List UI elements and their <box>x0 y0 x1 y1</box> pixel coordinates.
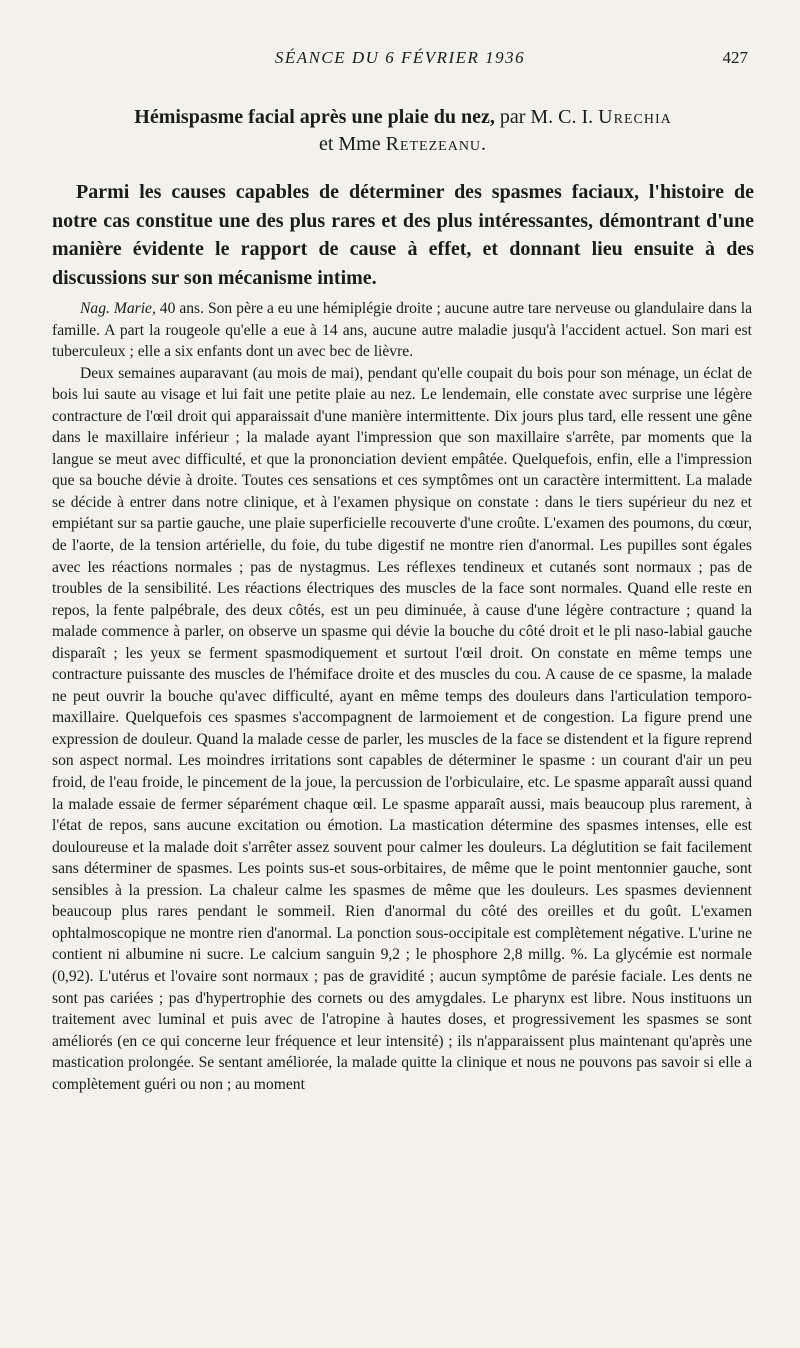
page-number: 427 <box>722 48 748 67</box>
author-1: Urechia <box>598 106 672 128</box>
case-paragraph-2: Deux semaines auparavant (au mois de mai), pendant qu'elle coupait du bois pour son ménage, un éclat de bois lui saute au visage et lui fait une petite plaie au nez. Le lendemain, elle constate avec surprise une légère contracture de l'œil droit qui apparaissait d'une manière intermittente. Dix jours plus tard, elle ressent une gêne dans le maxillaire inférieur ; la malade ayant l'impression que son maxillaire s'arrête, par moments que la langue se meut avec difficulté, et que la prononciation devient empâtée. Quelquefois, enfin, elle a l'impression que sa bouche dévie à droite. Toutes ces sensations et ces symptômes ont un caractère intermittent. La malade se décide à entrer dans notre clinique, et à l'examen physique on constate : dans le tiers supérieur du nez et empiétant sur sa partie gauche, une plaie superficielle recouverte d'une croûte. L'examen des poumons, du cœur, de l'aorte, de la tension artérielle, du foie, du tube digestif ne montre rien d'anormal. Les pupilles sont égales avec les réactions normales ; pas de nystagmus. Les réflexes tendineux et cutanés sont normaux ; pas de troubles de la sensibilité. Les réactions électriques des muscles de la face sont normales. Quand elle reste en repos, la fente palpébrale, des deux côtés, est un peu diminuée, à cause d'une légère contracture ; quand la malade commence à parler, on observe un spasme qui dévie la bouche du côté droit et le pli naso-labial gauche disparaît ; les yeux se ferment spasmodiquement et surtout l'œil droit. On constate en même temps une contracture puissante des muscles de l'hémiface droite et des muscles du cou. A cause de ce spasme, la malade ne peut ouvrir la bouche qu'avec difficulté, ayant en même temps des douleurs dans l'articulation temporo-maxillaire. Quelquefois ces spasmes s'accompagnent de larmoiement et de congestion. La figure prend une expression de douleur. Quand la malade cesse de parler, les muscles de la face se distendent et la figure reprend son aspect normal. Les moindres irritations sont capables de déterminer le spasme : un courant d'air un peu froid, de l'eau froide, le pincement de la joue, la percussion de l'orbiculaire, etc. Le spasme apparaît aussi quand la malade essaie de fermer séparément chaque œil. Le spasme apparaît aussi, mais beaucoup plus rarement, à l'état de repos, sans aucune excitation ou émotion. La mastication détermine des spasmes intenses, elle est douloureuse et la malade doit s'arrêter assez souvent pour calmer les douleurs. La déglutition se fait facilement sans déterminer de spasmes. Les points sus-et sous-orbitaires, de même que le point mentonnier gauche, sont sensibles à la pression. La chaleur calme les spasmes de même que les douleurs. Les spasmes deviennent beaucoup plus rares pendant le sommeil. Rien d'anormal du côté des oreilles et du goût. L'examen ophtalmoscopique ne montre rien d'anormal. La ponction sous-occipitale est complètement négative. L'urine ne contient ni albumine ni sucre. Le calcium sanguin 9,2 ; le phosphore 2,8 millg. %. La glycémie est normale (0,92). L'utérus et l'ovaire sont normaux ; pas de gravidité ; aucun symptôme de parésie faciale. Les dents ne sont pas cariées ; pas d'hypertrophie des cornets ou des amygdales. Le pharynx est libre. Nous instituons un traitement avec luminal et puis avec de l'atropine à hautes doses, et progressivement les spasmes se sont améliorés (en ce qui concerne leur fréquence et leur intensité) ; ils n'apparaissent plus maintenant qu'après une mastication prolongée. Se sentant améliorée, la malade quitte la clinique et nous ne pouvons pas savoir si elle a complètement guéri ou non ; au moment <box>52 364 752 1093</box>
title-by: par M. C. I. <box>499 106 594 128</box>
case-paragraph-1 <box>52 298 752 363</box>
running-title: SÉANCE DU 6 FÉVRIER 1936 <box>274 48 526 67</box>
article-title <box>50 104 756 158</box>
intro-paragraph: Parmi les causes capables de déterminer des spasmes faciaux, l'histoire de notre cas constitue une des plus rares et des plus intéressantes, démontrant d'une manière évidente le rapport de cause à effet, et donnant lieu ensuite à des discussions sur son mécanisme intime. <box>52 181 754 289</box>
title-main: Hémispasme facial après une plaie du nez, <box>134 106 495 128</box>
author-2: Retezeanu. <box>385 133 488 155</box>
case-paragraph-1-text: 40 ans. Son père a eu une hémiplégie droite ; aucune autre tare nerveuse ou glandulaire dans la famille. A part la rougeole qu'elle a eue à 14 ans, aucune autre maladie jusqu'à l'accident actuel. Son mari est tuberculeux ; elle a six enfants dont un avec bec de lièvre. <box>52 300 752 361</box>
title-conj: et <box>318 133 334 155</box>
running-head <box>0 48 800 76</box>
case-report <box>52 298 752 1095</box>
author-2-prefix: Mme <box>338 133 381 155</box>
patient-name: Nag. Marie, <box>80 300 156 317</box>
